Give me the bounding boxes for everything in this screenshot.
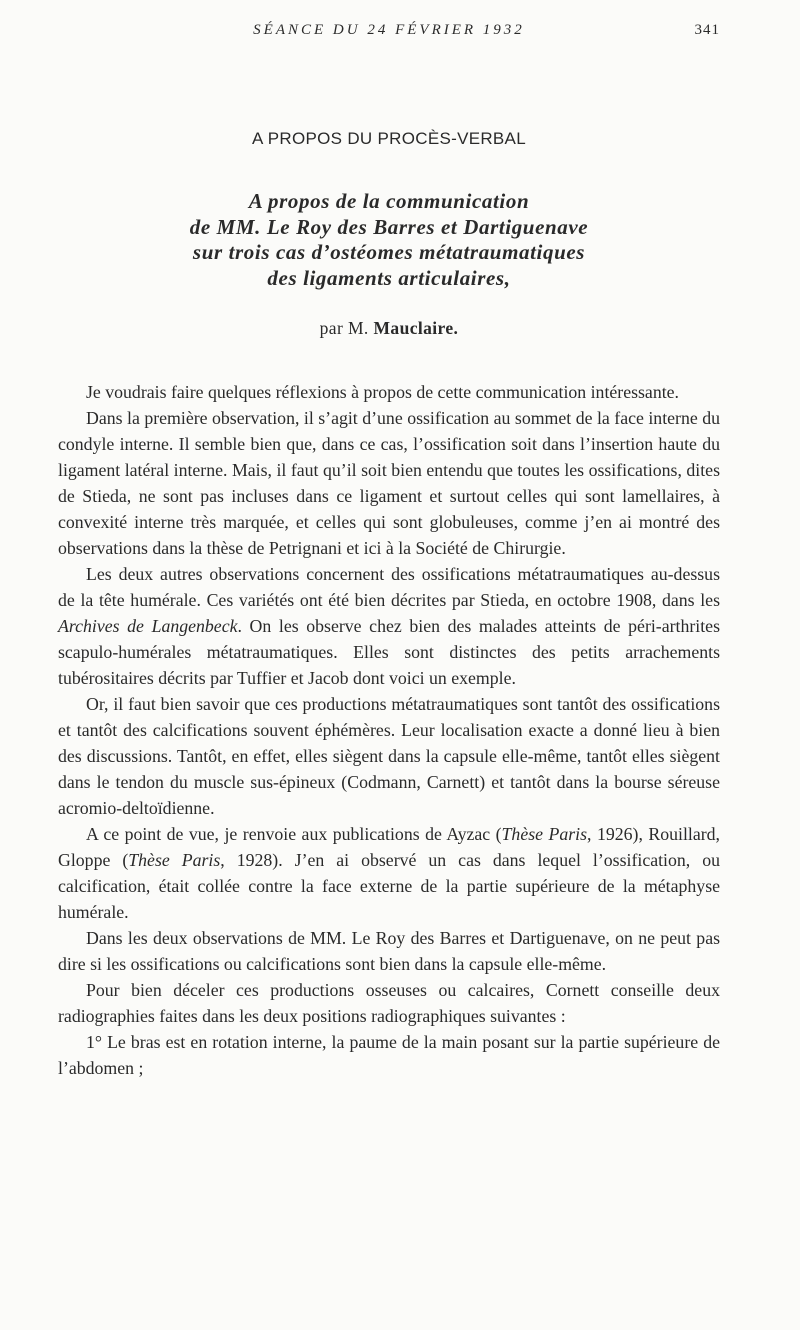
byline [58, 318, 720, 339]
article-title [58, 189, 720, 291]
paragraph: Dans les deux observations de MM. Le Roy des Barres et Dartiguenave, on ne peut pas dire si les ossifications ou calcifications sont bien dans la capsule elle-même. [58, 928, 720, 974]
running-header [58, 22, 720, 44]
article-body [58, 379, 720, 1081]
paragraph: Or, il faut bien savoir que ces productions métatraumatiques sont tantôt des ossifications et tantôt des calcifications souvent éphémères. Leur localisation exacte a donné lieu à bien des discussions. Tantôt, en effet, elles siègent dans la capsule elle-même, tantôt elles siègent dans le tendon du muscle sus-épineux (Codmann, Carnett) et tantôt dans la bourse séreuse acromio-deltoïdienne. [58, 694, 720, 818]
paragraph: Je voudrais faire quelques réflexions à propos de cette communication intéressante. [86, 382, 679, 402]
thesis-citation: Thèse Paris [501, 824, 588, 844]
text-run: , 1926), Rouillard, Gloppe ( [58, 824, 720, 870]
paragraph: Dans la première observation, il s’agit d’une ossification au sommet de la face interne du condyle interne. Il semble bien que, dans ce cas, l’ossification soit dans l’insertion haute du ligament latéral interne. Mais, il faut qu’il soit bien entendu que toutes les ossifications, dites de Stieda, ne sont pas incluses dans ce ligament et surtout celles qui sont lamellaires, à convexité interne très marquée, et celles qui sont globuleuses, comme j’en ai montré des observations dans la thèse de Petrignani et ici à la Société de Chirurgie. [58, 408, 720, 558]
section-heading: A PROPOS DU PROCÈS-VERBAL [252, 129, 526, 148]
thesis-citation: Thèse Paris [128, 850, 221, 870]
byline-prefix: par M. [319, 318, 369, 338]
paragraph: Pour bien déceler ces productions osseuses ou calcaires, Cornett conseille deux radiographies faites dans les deux positions radiographiques suivantes : [58, 980, 720, 1026]
text-run: . On les observe chez bien des malades atteints de péri-arthrites scapulo-humérales métatraumatiques. Elles sont distinctes des petits arrachements tubérositaires décrits par Tuffier et Jacob dont voici un exemple. [58, 616, 720, 688]
text-run: A ce point de vue, je renvoie aux publications de Ayzac ( [86, 824, 502, 844]
running-title: SÉANCE DU 24 FÉVRIER 1932 [253, 22, 525, 38]
author-name: Mauclaire. [373, 318, 459, 338]
text-run: Les deux autres observations concernent des ossifications métatraumatiques au-dessus de la tête humérale. Ces variétés ont été bien décrites par Stieda, en octobre 1908, dans les [58, 564, 720, 610]
journal-title: Archives de Langenbeck [58, 616, 238, 636]
page-number: 341 [694, 22, 720, 38]
paragraph [58, 561, 720, 691]
article-title-line: A propos de la communication [248, 189, 530, 213]
article-title-line: des ligaments articulaires, [267, 265, 511, 290]
article-title-line: sur trois cas d’ostéomes métatraumatiques [192, 240, 586, 264]
text-run: , 1928). J’en ai observé un cas dans lequel l’ossification, ou calcification, était collée contre la face externe de la partie supérieure de la métaphyse humérale. [58, 850, 720, 922]
article-title-line: de MM. Le Roy des Barres et Dartiguenave [189, 214, 589, 239]
paragraph: 1° Le bras est en rotation interne, la paume de la main posant sur la partie supérieure de l’abdomen ; [58, 1032, 720, 1078]
paragraph [58, 821, 720, 925]
